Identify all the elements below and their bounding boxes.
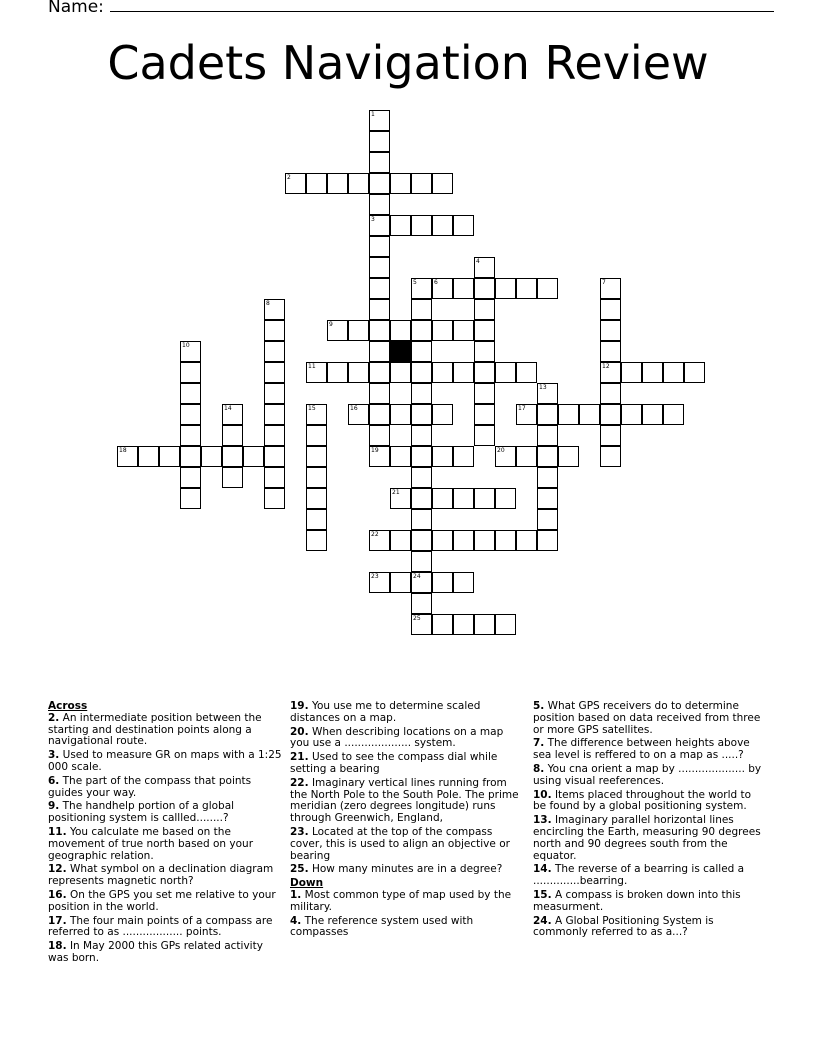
crossword-cell[interactable] — [369, 572, 390, 593]
crossword-cell[interactable] — [180, 383, 201, 404]
crossword-cell[interactable] — [642, 362, 663, 383]
crossword-cell[interactable] — [180, 467, 201, 488]
clue-number-label: 12 — [602, 363, 610, 370]
crossword-cell[interactable] — [432, 320, 453, 341]
crossword-cell[interactable] — [369, 404, 390, 425]
crossword-cell[interactable] — [411, 173, 432, 194]
crossword-cell[interactable] — [369, 446, 390, 467]
crossword-cell[interactable] — [264, 362, 285, 383]
name-label: Name: — [48, 0, 104, 17]
crossword-cell[interactable] — [537, 467, 558, 488]
clue-number: 14. — [533, 863, 552, 876]
clue-item — [48, 827, 282, 862]
crossword-cell[interactable] — [432, 614, 453, 635]
clue-item — [48, 776, 282, 800]
clue-number-label: 16 — [350, 405, 358, 412]
clue-number: 12. — [48, 863, 67, 876]
clue-item — [533, 790, 767, 814]
clue-text: The part of the compass that points guides your way. — [48, 774, 252, 799]
clue-text: Located at the top of the compass cover, this is used to align an objective or bearing — [290, 825, 510, 862]
crossword-cell[interactable] — [264, 383, 285, 404]
clue-number-label: 3 — [371, 216, 375, 223]
blocked-cell — [390, 341, 411, 362]
clue-text: Imaginary vertical lines running from the North Pole to the South Pole. The prime meridian (zero degrees longitude) runs through Greenwich, England, — [290, 776, 519, 825]
crossword-cell[interactable] — [369, 530, 390, 551]
crossword-cell[interactable] — [600, 278, 621, 299]
crossword-cell[interactable] — [453, 320, 474, 341]
clue-number: 11. — [48, 825, 67, 838]
clue-number-label: 18 — [119, 447, 127, 454]
crossword-cell[interactable] — [600, 446, 621, 467]
crossword-cell[interactable] — [663, 404, 684, 425]
crossword-cell[interactable] — [516, 278, 537, 299]
clue-number-label: 4 — [476, 258, 480, 265]
crossword-cell[interactable] — [306, 173, 327, 194]
crossword-cell[interactable] — [369, 299, 390, 320]
crossword-cell[interactable] — [600, 404, 621, 425]
crossword-cell[interactable] — [516, 530, 537, 551]
crossword-cell[interactable] — [474, 299, 495, 320]
crossword-cell[interactable] — [432, 530, 453, 551]
clue-number-label: 25 — [413, 615, 421, 622]
crossword-cell[interactable] — [600, 341, 621, 362]
crossword-cell[interactable] — [222, 404, 243, 425]
clue-text: How many minutes are in a degree? — [308, 863, 503, 876]
clue-text: Used to see the compass dial while setting a bearing — [290, 751, 498, 775]
crossword-cell[interactable] — [600, 362, 621, 383]
crossword-cell[interactable] — [369, 236, 390, 257]
crossword-cell[interactable] — [285, 173, 306, 194]
crossword-cell[interactable] — [516, 362, 537, 383]
clue-number-label: 15 — [308, 405, 316, 412]
crossword-cell[interactable] — [369, 131, 390, 152]
crossword-cell[interactable] — [306, 509, 327, 530]
clue-text: You calculate me based on the movement of true north based on your geographic relation. — [48, 825, 254, 862]
crossword-cell[interactable] — [537, 425, 558, 446]
crossword-cell[interactable] — [369, 320, 390, 341]
clue-item — [290, 864, 524, 876]
crossword-cell[interactable] — [537, 404, 558, 425]
crossword-cell[interactable] — [306, 530, 327, 551]
crossword-cell[interactable] — [411, 425, 432, 446]
clue-text: You cna orient a map by .................... by using visual reeferences. — [533, 762, 762, 787]
crossword-cell[interactable] — [390, 446, 411, 467]
crossword-cell[interactable] — [390, 488, 411, 509]
crossword-cell[interactable] — [537, 278, 558, 299]
crossword-cell[interactable] — [600, 425, 621, 446]
clue-number: 6. — [48, 774, 60, 787]
clue-text: A Global Positioning System is commonly referred to as a...? — [533, 914, 714, 939]
clue-number-label: 7 — [602, 279, 606, 286]
crossword-cell[interactable] — [432, 404, 453, 425]
crossword-cell[interactable] — [390, 320, 411, 341]
crossword-cell[interactable] — [411, 320, 432, 341]
crossword-cell[interactable] — [180, 425, 201, 446]
crossword-cell[interactable] — [579, 404, 600, 425]
clue-number-label: 22 — [371, 531, 379, 538]
crossword-cell[interactable] — [453, 215, 474, 236]
clue-number-label: 6 — [434, 279, 438, 286]
crossword-cell[interactable] — [474, 341, 495, 362]
clue-item — [533, 890, 767, 914]
crossword-cell[interactable] — [264, 446, 285, 467]
crossword-cell[interactable] — [327, 320, 348, 341]
clue-text: On the GPS you set me relative to your position in the world. — [48, 888, 276, 913]
crossword-cell[interactable] — [495, 530, 516, 551]
crossword-cell[interactable] — [432, 446, 453, 467]
crossword-cell[interactable] — [411, 530, 432, 551]
crossword-cell[interactable] — [306, 425, 327, 446]
clue-number: 3. — [48, 749, 60, 762]
clue-number: 22. — [290, 776, 309, 789]
crossword-cell[interactable] — [474, 362, 495, 383]
clue-text: Imaginary parallel horizontal lines encircling the Earth, measuring 90 degrees north and 90 degrees south from the equator. — [533, 814, 761, 862]
crossword-cell[interactable] — [264, 404, 285, 425]
crossword-cell[interactable] — [411, 404, 432, 425]
clue-number: 19. — [290, 700, 309, 712]
page-title: Cadets Navigation Review — [107, 36, 709, 90]
crossword-cell[interactable] — [369, 110, 390, 131]
clue-number: 5. — [533, 700, 545, 712]
clue-number-label: 17 — [518, 405, 526, 412]
crossword-cell[interactable] — [621, 404, 642, 425]
clue-number-label: 19 — [371, 447, 379, 454]
clue-item — [48, 801, 282, 825]
clue-item — [533, 864, 767, 888]
crossword-cell[interactable] — [306, 467, 327, 488]
clue-number: 21. — [290, 751, 309, 764]
clue-text: Items placed throughout the world to be found by a global positioning system. — [533, 788, 752, 813]
crossword-cell[interactable] — [453, 488, 474, 509]
crossword-cell[interactable] — [432, 488, 453, 509]
crossword-cell[interactable] — [327, 362, 348, 383]
crossword-cell[interactable] — [180, 404, 201, 425]
crossword-cell[interactable] — [411, 278, 432, 299]
crossword-cell[interactable] — [348, 173, 369, 194]
clue-number: 4. — [290, 914, 302, 927]
clue-number: 8. — [533, 762, 545, 775]
clue-text: Most common type of map used by the military. — [290, 888, 512, 913]
crossword-cell[interactable] — [453, 530, 474, 551]
clue-text: Used to measure GR on maps with a 1:25 000 scale. — [48, 749, 282, 773]
crossword-cell[interactable] — [642, 404, 663, 425]
crossword-cell[interactable] — [264, 488, 285, 509]
crossword-cell[interactable] — [180, 488, 201, 509]
crossword-cell[interactable] — [600, 299, 621, 320]
crossword-cell[interactable] — [432, 572, 453, 593]
crossword-cell[interactable] — [621, 362, 642, 383]
crossword-cell[interactable] — [537, 530, 558, 551]
clue-number-label: 21 — [392, 489, 400, 496]
clue-item — [48, 864, 282, 888]
crossword-cell[interactable] — [411, 488, 432, 509]
clue-number: 10. — [533, 788, 552, 801]
crossword-cell[interactable] — [684, 362, 705, 383]
crossword-cell[interactable] — [390, 572, 411, 593]
crossword-cell[interactable] — [453, 614, 474, 635]
clue-text: What symbol on a declination diagram represents magnetic north? — [48, 863, 274, 888]
crossword-cell[interactable] — [264, 341, 285, 362]
crossword-cell[interactable] — [327, 173, 348, 194]
clue-text: The reference system used with compasses — [290, 914, 474, 939]
clue-number-label: 11 — [308, 363, 316, 370]
crossword-cell[interactable] — [222, 467, 243, 488]
crossword-cell[interactable] — [495, 446, 516, 467]
crossword-cell[interactable] — [390, 173, 411, 194]
clue-number-label: 14 — [224, 405, 232, 412]
crossword-cell[interactable] — [306, 404, 327, 425]
crossword-cell[interactable] — [411, 383, 432, 404]
crossword-cell[interactable] — [348, 404, 369, 425]
crossword-cell[interactable] — [180, 446, 201, 467]
clue-item — [533, 815, 767, 862]
clue-item — [290, 752, 524, 776]
crossword-cell[interactable] — [537, 509, 558, 530]
clue-text: A compass is broken down into this measurment. — [533, 888, 741, 913]
crossword-cell[interactable] — [159, 446, 180, 467]
crossword-cell[interactable] — [600, 320, 621, 341]
clue-number-label: 8 — [266, 300, 270, 307]
crossword-cell[interactable] — [369, 215, 390, 236]
clue-item — [290, 727, 524, 751]
crossword-cell[interactable] — [369, 362, 390, 383]
crossword-cell[interactable] — [537, 488, 558, 509]
clue-item — [533, 738, 767, 762]
crossword-cell[interactable] — [474, 614, 495, 635]
crossword-cell[interactable] — [369, 383, 390, 404]
clue-number: 9. — [48, 800, 60, 813]
clue-text: In May 2000 this GPs related activity was born. — [48, 940, 263, 964]
crossword-cell[interactable] — [369, 425, 390, 446]
crossword-cell[interactable] — [537, 383, 558, 404]
crossword-cell[interactable] — [663, 362, 684, 383]
crossword-cell[interactable] — [306, 362, 327, 383]
clues-column-1 — [48, 701, 282, 967]
clue-number-label: 20 — [497, 447, 505, 454]
crossword-cell[interactable] — [474, 488, 495, 509]
crossword-cell[interactable] — [201, 446, 222, 467]
crossword-cell[interactable] — [369, 278, 390, 299]
crossword-cell[interactable] — [180, 362, 201, 383]
clue-number: 7. — [533, 737, 545, 750]
clues-column-2 — [290, 701, 524, 941]
clue-text: When describing locations on a map you use a .................... system. — [290, 725, 504, 750]
clue-number: 24. — [533, 914, 552, 927]
crossword-cell[interactable] — [390, 215, 411, 236]
clue-number-label: 13 — [539, 384, 547, 391]
crossword-cell[interactable] — [495, 362, 516, 383]
crossword-cell[interactable] — [348, 320, 369, 341]
clue-text: You use me to determine scaled distances on a map. — [290, 700, 481, 724]
crossword-cell[interactable] — [600, 383, 621, 404]
crossword-cell[interactable] — [516, 446, 537, 467]
clue-number: 17. — [48, 914, 67, 927]
clue-number: 15. — [533, 888, 552, 901]
crossword-cell[interactable] — [495, 488, 516, 509]
clue-section-heading: Across — [48, 700, 88, 712]
crossword-cell[interactable] — [474, 278, 495, 299]
clue-item — [48, 713, 282, 748]
crossword-cell[interactable] — [411, 446, 432, 467]
clue-number: 25. — [290, 863, 309, 876]
crossword-cell[interactable] — [411, 593, 432, 614]
clue-number-label: 10 — [182, 342, 190, 349]
crossword-cell[interactable] — [453, 446, 474, 467]
crossword-cell[interactable] — [474, 404, 495, 425]
clue-item — [290, 916, 524, 940]
crossword-cell[interactable] — [453, 572, 474, 593]
clue-item — [48, 890, 282, 914]
crossword-cell[interactable] — [411, 341, 432, 362]
clue-number-label: 9 — [329, 321, 333, 328]
clue-item — [48, 916, 282, 940]
clue-number: 23. — [290, 825, 309, 838]
crossword-cell[interactable] — [474, 530, 495, 551]
crossword-cell[interactable] — [495, 614, 516, 635]
crossword-cell[interactable] — [432, 362, 453, 383]
crossword-cell[interactable] — [516, 404, 537, 425]
crossword-cell[interactable] — [390, 362, 411, 383]
crossword-cell[interactable] — [411, 467, 432, 488]
clue-item — [533, 701, 767, 736]
clue-number-label: 23 — [371, 573, 379, 580]
crossword-cell[interactable] — [264, 299, 285, 320]
crossword-cell[interactable] — [495, 278, 516, 299]
crossword-cell[interactable] — [453, 278, 474, 299]
crossword-cell[interactable] — [369, 173, 390, 194]
clue-number: 1. — [290, 888, 302, 901]
clue-number: 13. — [533, 814, 552, 827]
crossword-cell[interactable] — [432, 215, 453, 236]
clue-number: 2. — [48, 711, 60, 724]
crossword-cell[interactable] — [348, 362, 369, 383]
clue-number: 20. — [290, 725, 309, 738]
crossword-cell[interactable] — [411, 509, 432, 530]
crossword-cell[interactable] — [474, 257, 495, 278]
clues-column-3 — [533, 701, 767, 941]
crossword-cell[interactable] — [117, 446, 138, 467]
crossword-cell[interactable] — [537, 446, 558, 467]
crossword-cell[interactable] — [411, 614, 432, 635]
clue-item — [290, 778, 524, 825]
clue-number-label: 2 — [287, 174, 291, 181]
crossword-cell[interactable] — [558, 404, 579, 425]
clue-section-heading: Down — [290, 877, 324, 890]
clue-number-label: 24 — [413, 573, 421, 580]
crossword-cell[interactable] — [264, 425, 285, 446]
crossword-cell[interactable] — [306, 488, 327, 509]
clue-item — [48, 750, 282, 774]
clue-text: The difference between heights above sea level is reffered to on a map as .....? — [533, 737, 750, 762]
crossword-cell[interactable] — [411, 215, 432, 236]
crossword-cell[interactable] — [264, 467, 285, 488]
crossword-cell[interactable] — [243, 446, 264, 467]
crossword-cell[interactable] — [411, 299, 432, 320]
clue-item — [533, 916, 767, 940]
clue-text: An intermediate position between the starting and destination points along a navigational route. — [48, 711, 262, 748]
clue-text: The four main points of a compass are referred to as .................. points. — [48, 914, 273, 939]
crossword-cell[interactable] — [558, 446, 579, 467]
crossword-cell[interactable] — [369, 341, 390, 362]
clue-number: 18. — [48, 940, 67, 953]
clue-text: The handhelp portion of a global positioning system is callled........? — [48, 800, 235, 825]
crossword-cell[interactable] — [411, 572, 432, 593]
clue-number-label: 5 — [413, 279, 417, 286]
clue-item — [290, 827, 524, 862]
crossword-cell[interactable] — [369, 152, 390, 173]
crossword-cell[interactable] — [180, 341, 201, 362]
clue-item — [48, 941, 282, 965]
crossword-cell[interactable] — [474, 383, 495, 404]
crossword-cell[interactable] — [432, 278, 453, 299]
crossword-cell[interactable] — [306, 446, 327, 467]
crossword-cell[interactable] — [264, 320, 285, 341]
clue-item — [533, 764, 767, 788]
clue-item — [290, 890, 524, 914]
crossword-cell[interactable] — [432, 173, 453, 194]
crossword-cell[interactable] — [369, 194, 390, 215]
crossword-cell[interactable] — [369, 257, 390, 278]
clue-text: What GPS receivers do to determine position based on data received from three or more GPS satellites. — [533, 700, 761, 736]
crossword-cell[interactable] — [222, 446, 243, 467]
crossword-cell[interactable] — [474, 320, 495, 341]
crossword-cell[interactable] — [453, 362, 474, 383]
clue-text: The reverse of a bearring is called a ..............bearring. — [533, 863, 745, 888]
clue-number: 16. — [48, 888, 67, 901]
crossword-cell[interactable] — [138, 446, 159, 467]
crossword-cell[interactable] — [390, 530, 411, 551]
crossword-cell[interactable] — [390, 404, 411, 425]
crossword-cell[interactable] — [411, 551, 432, 572]
crossword-cell[interactable] — [222, 425, 243, 446]
crossword-cell[interactable] — [474, 425, 495, 446]
clue-number-label: 1 — [371, 111, 375, 118]
clue-item — [290, 701, 524, 725]
crossword-cell[interactable] — [411, 362, 432, 383]
